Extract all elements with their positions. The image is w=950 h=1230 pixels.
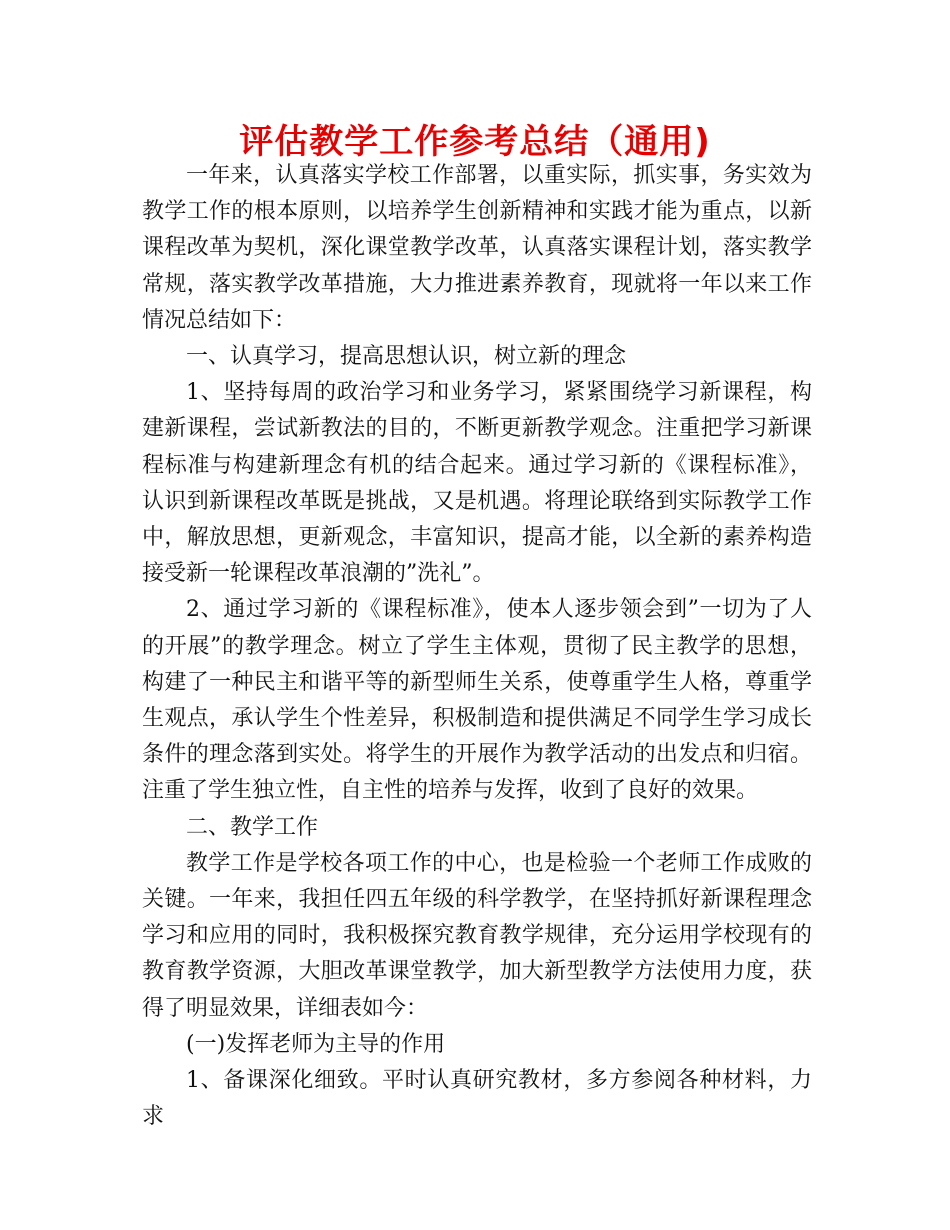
document-title: 评估教学工作参考总结（通用) — [239, 122, 711, 162]
section-heading-2: 二、教学工作 — [186, 814, 319, 840]
section-heading-1: 一、认真学习，提高思想认识，树立新的理念 — [186, 344, 627, 370]
paragraph-lesson-prep: 1、备课深化细致。平时认真研究教材，多方参阅各种材料，力求 — [142, 1068, 812, 1130]
paragraph-teaching: 教学工作是学校各项工作的中心，也是检验一个老师工作成败的关键。一年来，我担任四五年级的科学教学，在坚持抓好新课程理念学习和应用的同时，我积极探究教育教学规律，充分运用学校现有的教育教学资源，大胆改革课堂教学，加大新型教学方法使用力度，获得了明显效果，详细表如今： — [142, 850, 812, 1021]
paragraph-item-1: 1、坚持每周的政治学习和业务学习，紧紧围绕学习新课程，构建新课程，尝试新教法的目的，不断更新教学观念。注重把学习新课程标准与构建新理念有机的结合起来。通过学习新的《课程标准》，认识到新课程改革既是挑战，又是机遇。将理论联络到实际教学工作中，解放思想，更新观念，丰富知识，提高才能，以全新的素养构造接受新一轮课程改革浪潮的”洗礼”。 — [142, 380, 812, 587]
paragraph-item-2: 2、通过学习新的《课程标准》，使本人逐步领会到”一切为了人的开展”的教学理念。树立了学生主体观，贯彻了民主教学的思想，构建了一种民主和谐平等的新型师生关系，使尊重学生人格，尊重学生观点，承认学生个性差异，积极制造和提供满足不同学生学习成长条件的理念落到实处。将学生的开展作为教学活动的出发点和归宿。注重了学生独立性，自主性的培养与发挥，收到了良好的效果。 — [142, 597, 812, 804]
paragraph-intro: 一年来，认真落实学校工作部署，以重实际，抓实事，务实效为教学工作的根本原则，以培养学生创新精神和实践才能为重点，以新课程改革为契机，深化课堂教学改革，认真落实课程计划，落实教学常规，落实教学改革措施，大力推进素养教育，现就将一年以来工作情况总结如下： — [142, 163, 812, 333]
subsection-heading-1: (一)发挥老师为主导的作用 — [186, 1031, 446, 1057]
document-body — [142, 158, 812, 1135]
